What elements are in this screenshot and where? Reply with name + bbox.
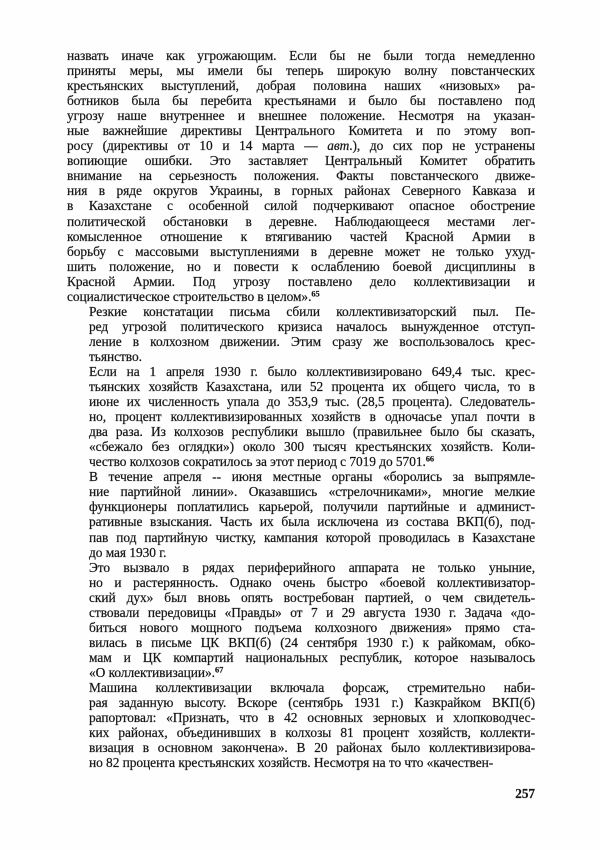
text-line: два раза. Из колхозов республики вышло (правильнее было бы сказать,: [89, 424, 535, 440]
text-line: пав под партийную чистку, кампания которой проводилась в Казахстане: [89, 529, 535, 545]
text-line: в Казахстане с особенной силой подчеркивают опасное обострение: [67, 198, 535, 214]
text-line: до мая 1930 г.: [89, 544, 167, 560]
paragraph-4: [67, 469, 535, 559]
text-line: вилась в письме ЦК ВКП(б) (24 сентября 1930 г.) к райкомам, обко-: [89, 634, 535, 650]
paragraph-1: [67, 48, 535, 304]
text-line: Если на 1 апреля 1930 г. было коллективизировано 649,4 тыс. крес-: [89, 363, 535, 379]
text-line: шить положение, но и повести к ослаблению боевой дисциплины в: [67, 258, 535, 274]
page-number: 257: [515, 786, 535, 801]
text-line-with-footnote: [67, 665, 535, 680]
text-line: назвать иначе как угрожающим. Если бы не были тогда немедленно: [67, 48, 535, 63]
body-text-column: [67, 48, 535, 770]
text-fragment: росу (директивы от 10 и 14 марта —: [67, 138, 328, 154]
paragraph-6: [67, 680, 535, 770]
text-line: но, процент коллективизированных хозяйств в одночасье упал почти в: [89, 409, 535, 425]
text-line: ные важнейшие директивы Центрального Комитета и по этому воп-: [67, 123, 535, 139]
footnote-marker-65: 65: [311, 289, 320, 299]
text-line: июне их численность упала до 353,9 тыс. (28,5 процента). Следователь-: [89, 394, 535, 410]
text-line: тьянство.: [89, 348, 142, 364]
text-fragment: «О коллективизации».: [89, 664, 215, 680]
text-line: «сбежало без оглядки») около 300 тысяч крестьянских хозяйств. Коли-: [89, 439, 535, 455]
text-line: рая заданную высоту. Вскоре (сентябрь 1931 г.) Казкрайком ВКП(б): [89, 695, 535, 711]
text-line: борьбу с массовыми выступлениями в деревне может не только ухуд-: [67, 243, 535, 259]
text-line: тьянских хозяйств Казахстана, или 52 процента их общего числа, то в: [89, 379, 535, 395]
text-line-with-footnote: [67, 454, 535, 469]
text-line: ких районах, объединивших в колхозы 81 процент хозяйств, коллекти-: [89, 725, 535, 741]
text-fragment: социалистическое строительство в целом».: [67, 288, 312, 304]
text-line: ред угрозой политического кризиса началось вынужденное отступ-: [89, 318, 535, 334]
paragraph-2: [67, 304, 535, 364]
text-line: крестьянских выступлений, добрая половина наших «низовых» ра-: [67, 78, 535, 94]
text-line: но и растерянность. Однако очень быстро «боевой коллективизатор-: [89, 574, 535, 590]
text-line: политической обстановки в деревне. Наблюдающееся местами лег-: [67, 213, 535, 229]
text-line: комысленное отношение к втягиванию частей Красной Армии в: [67, 228, 535, 244]
footnote-marker-67: 67: [214, 665, 224, 675]
paragraph-5: [67, 560, 535, 680]
text-line-with-italic: [67, 138, 535, 153]
text-line: угрозу наше внутреннее и внешнее положение. Несмотря на указан-: [67, 108, 535, 124]
text-line: ление в колхозном движении. Этим сразу же воспользовалось крес-: [89, 333, 535, 349]
text-line: приняты меры, мы имели бы теперь широкую волну повстанческих: [67, 63, 535, 79]
text-line: Машина коллективизации включала форсаж, стремительно наби-: [89, 679, 535, 695]
text-line: ративные взыскания. Часть их была исключена из состава ВКП(б), под-: [89, 514, 535, 530]
text-line: Красной Армии. Под угрозу поставлено дело коллективизации и: [67, 273, 535, 289]
text-line: но 82 процента крестьянских хозяйств. Несмотря на то что «качествен-: [89, 755, 494, 771]
text-line: рапортовал: «Признать, что в 42 основных зерновых и хлопководчес-: [89, 710, 535, 726]
text-line: В течение апреля -- июня местные органы «боролись за выпрямле-: [89, 469, 535, 485]
text-fragment: .), до сих пор не устранены: [349, 138, 535, 154]
text-line: визация в основном закончена». В 20 районах было коллективизирова-: [89, 740, 535, 756]
text-line: ский дух» был вновь опять востребован партией, о чем свидетель-: [89, 589, 535, 605]
text-line: ния в ряде округов Украины, в горных районах Северного Кавказа и: [67, 183, 535, 199]
editorial-note-italic: авт: [327, 138, 350, 154]
paragraph-3: [67, 364, 535, 469]
text-fragment: чество колхозов сократилось за этот период с 7019 до 5701.: [89, 454, 426, 470]
text-line: ботников была бы перебита крестьянами и было бы поставлено под: [67, 93, 535, 109]
footnote-marker-66: 66: [425, 454, 435, 464]
text-line: функционеры поплатились карьерой, получили партийные и админист-: [89, 499, 535, 515]
text-line: биться нового мощного подъема колхозного движения» прямо ста-: [89, 619, 535, 635]
text-line: ние партийной линии». Оказавшись «стрелочниками», многие мелкие: [89, 484, 535, 500]
text-line: Резкие констатации письма сбили коллективизаторский пыл. Пе-: [89, 303, 535, 319]
text-line: мам и ЦК компартий национальных республик, которое называлось: [89, 649, 535, 665]
text-line: Это вызвало в рядах периферийного аппарата не только уныние,: [89, 559, 535, 575]
text-line-with-footnote: [67, 289, 535, 304]
text-line: ствовали передовицы «Правды» от 7 и 29 августа 1930 г. Задача «до-: [89, 604, 535, 620]
text-line: вопиющие ошибки. Это заставляет Центральный Комитет обратить: [67, 153, 535, 169]
text-line: внимание на серьезность положения. Факты повстанческого движе-: [67, 168, 535, 184]
